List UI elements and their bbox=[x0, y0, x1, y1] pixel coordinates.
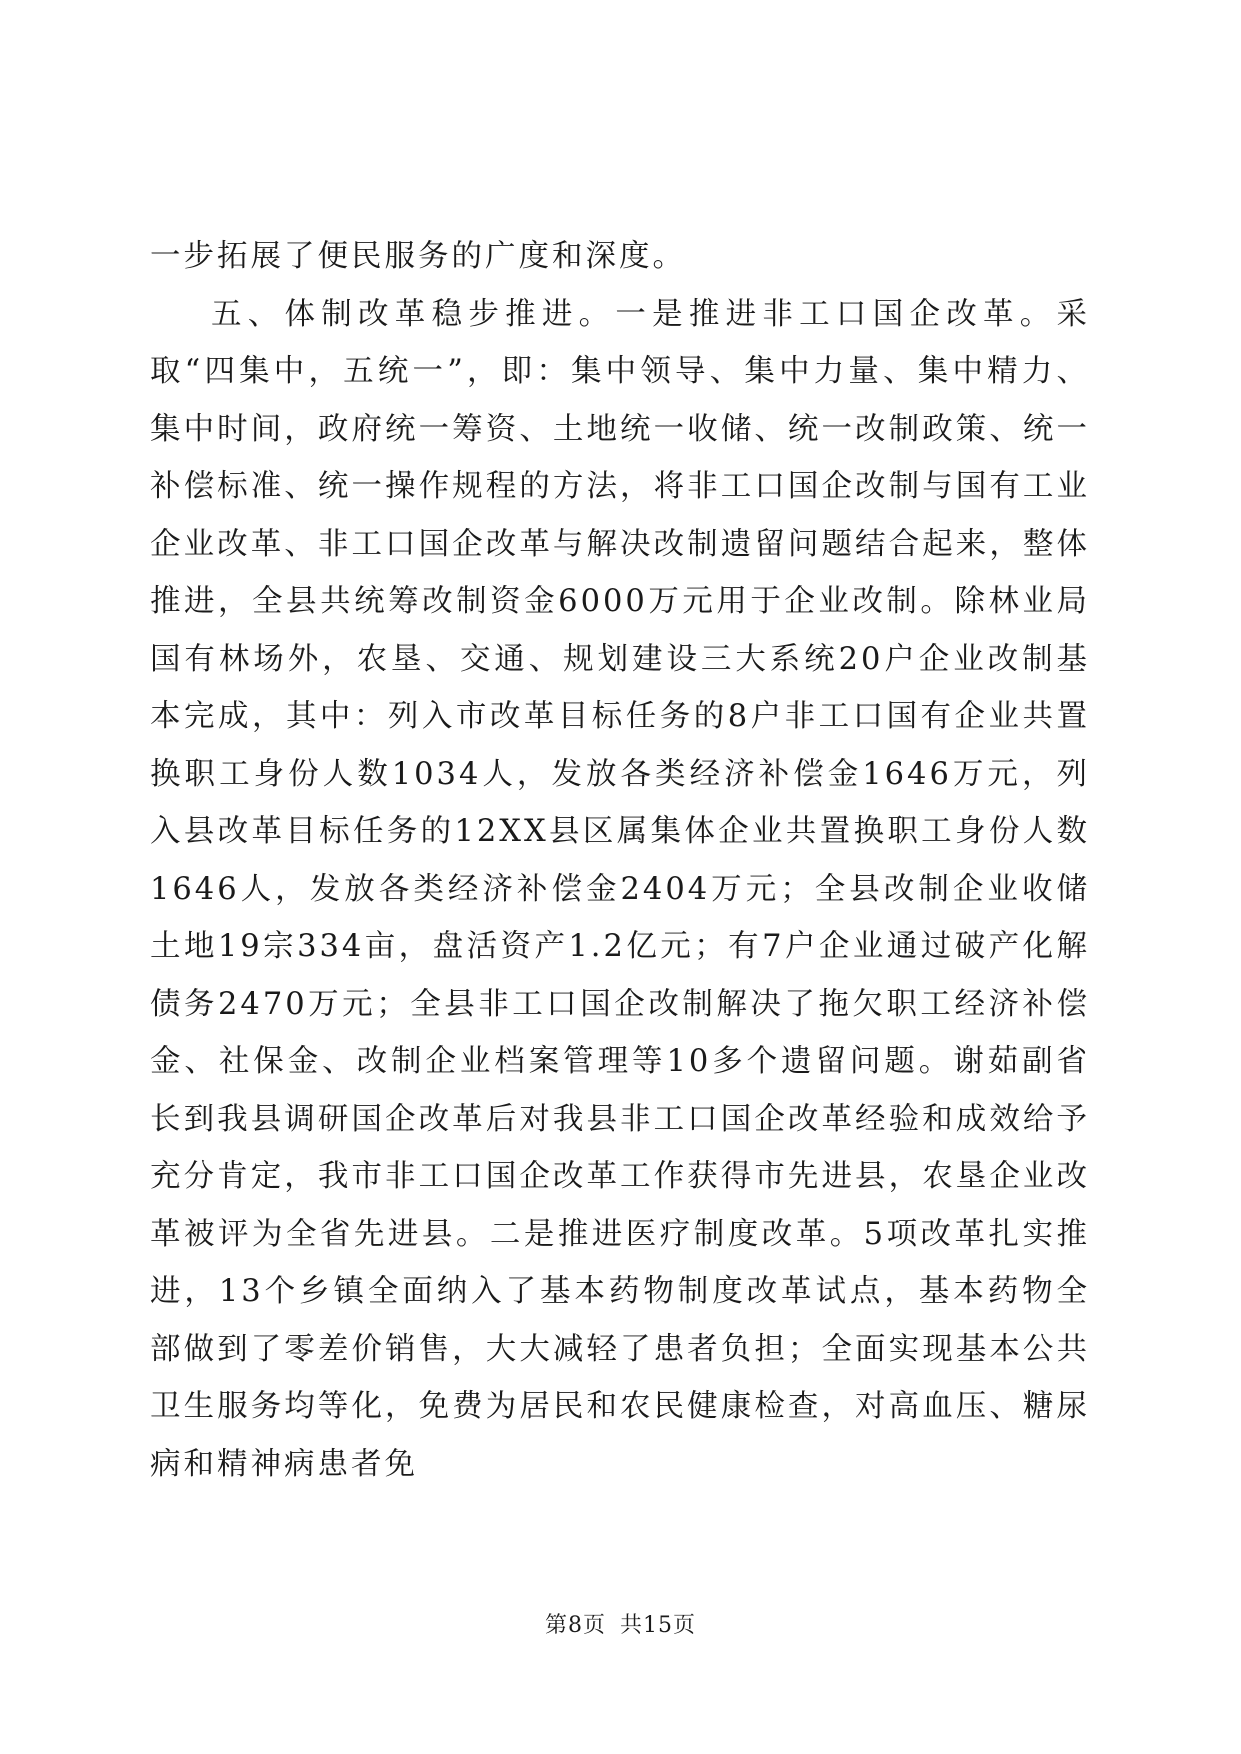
document-body bbox=[150, 228, 1090, 1493]
page-number: 第8页 bbox=[545, 1613, 606, 1638]
continued-paragraph: 一步拓展了便民服务的广度和深度。 bbox=[150, 239, 686, 274]
page-footer bbox=[0, 1608, 1241, 1639]
paragraph-institutional-reform: 五、体制改革稳步推进。一是推进非工口国企改革。采取“四集中，五统一”，即：集中领导、集中力量、集中精力、集中时间，政府统一筹资、土地统一收储、统一改制政策、统一补偿标准、统一操作规程的方法，将非工口国企改制与国有工业企业改革、非工口国企改革与解决改制遗留问题结合起来，整体推进，全县共统筹改制资金6000万元用于企业改制。除林业局国有林场外，农垦、交通、规划建设三大系统20户企业改制基本完成，其中：列入市改革目标任务的8户非工口国有企业共置换职工身份人数1034人，发放各类经济补偿金1646万元，列入县改革目标任务的12XX县区属集体企业共置换职工身份人数1646人，发放各类经济补偿金2404万元；全县改制企业收储土地19宗334亩，盘活资产1.2亿元；有7户企业通过破产化解债务2470万元；全县非工口国企改制解决了拖欠职工经济补偿金、社保金、改制企业档案管理等10多个遗留问题。谢茹副省长到我县调研国企改革后对我县非工口国企改革经验和成效给予充分肯定，我市非工口国企改革工作获得市先进县，农垦企业改革被评为全省先进县。二是推进医疗制度改革。5项改革扎实推进，13个乡镇全面纳入了基本药物制度改革试点，基本药物全部做到了零差价销售，大大减轻了患者负担；全面实现基本公共卫生服务均等化，免费为居民和农民健康检查，对高血压、糖尿病和精神病患者免 bbox=[150, 296, 1090, 1482]
page-total: 共15页 bbox=[620, 1613, 696, 1638]
